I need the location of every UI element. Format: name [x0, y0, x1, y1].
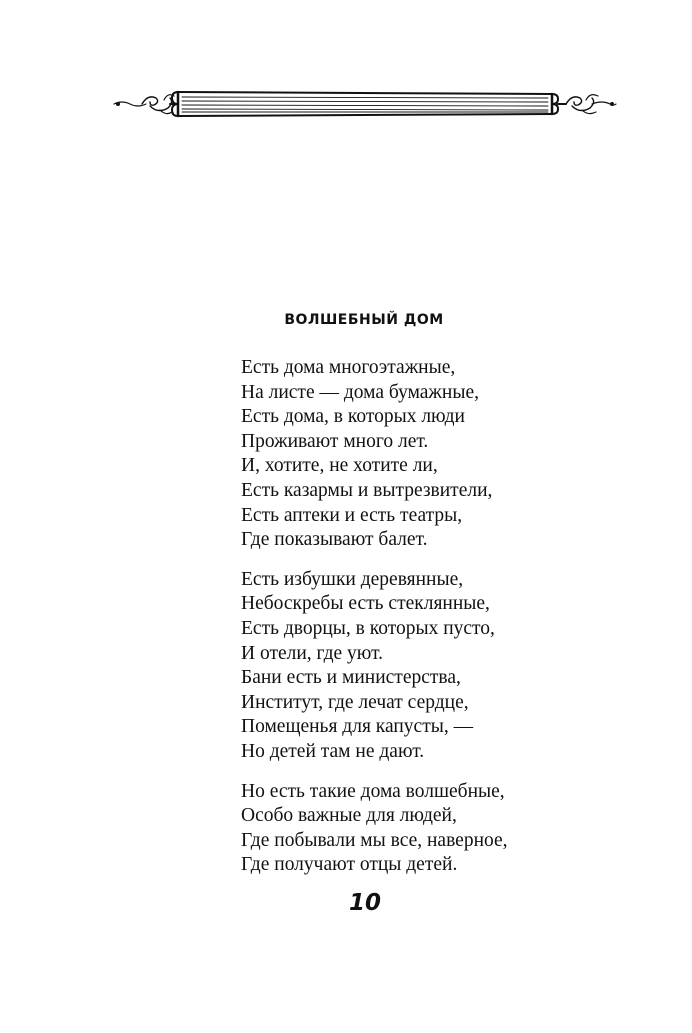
- poem-body: [241, 356, 661, 893]
- poem-line: Где побывали мы все, наверное,: [241, 829, 508, 851]
- poem-line: Есть дворцы, в которых пусто,: [241, 617, 495, 639]
- stanza-2: [241, 568, 661, 765]
- poem-line: Есть аптеки и есть театры,: [241, 504, 463, 526]
- poem-line: Где получают отцы детей.: [241, 854, 458, 876]
- poem-line: Есть дома, в которых люди: [241, 406, 465, 428]
- decorative-scroll-ornament-icon: [112, 86, 618, 122]
- poem-line: Помещенья для капусты, —: [241, 716, 474, 738]
- poem-line: И, хотите, не хотите ли,: [241, 455, 438, 477]
- stanza-1: [241, 356, 661, 553]
- poem-line: Но детей там не дают.: [241, 740, 425, 762]
- stanza-3: [241, 780, 661, 878]
- poem-line: Особо важные для людей,: [241, 805, 457, 827]
- poem-line: И отели, где уют.: [241, 642, 384, 664]
- poem-line: Есть казармы и вытрезвители,: [241, 479, 493, 501]
- poem-title: ВОЛШЕБНЫЙ ДОМ: [284, 312, 444, 328]
- poem-line: Небоскребы есть стеклянные,: [241, 593, 490, 615]
- poem-line: Есть дома многоэтажные,: [241, 357, 456, 378]
- poem-line: Институт, где лечат сердце,: [241, 691, 469, 713]
- poem-line: Бани есть и министерства,: [241, 667, 461, 689]
- poem-line: Но есть такие дома волшебные,: [241, 780, 505, 802]
- poem-line: Проживают много лет.: [241, 430, 429, 452]
- poem-line: Есть избушки деревянные,: [241, 568, 464, 590]
- poem-line: На листе — дома бумажные,: [241, 381, 479, 403]
- page-number: 10: [348, 890, 381, 916]
- poem-line: Где показывают балет.: [241, 529, 428, 551]
